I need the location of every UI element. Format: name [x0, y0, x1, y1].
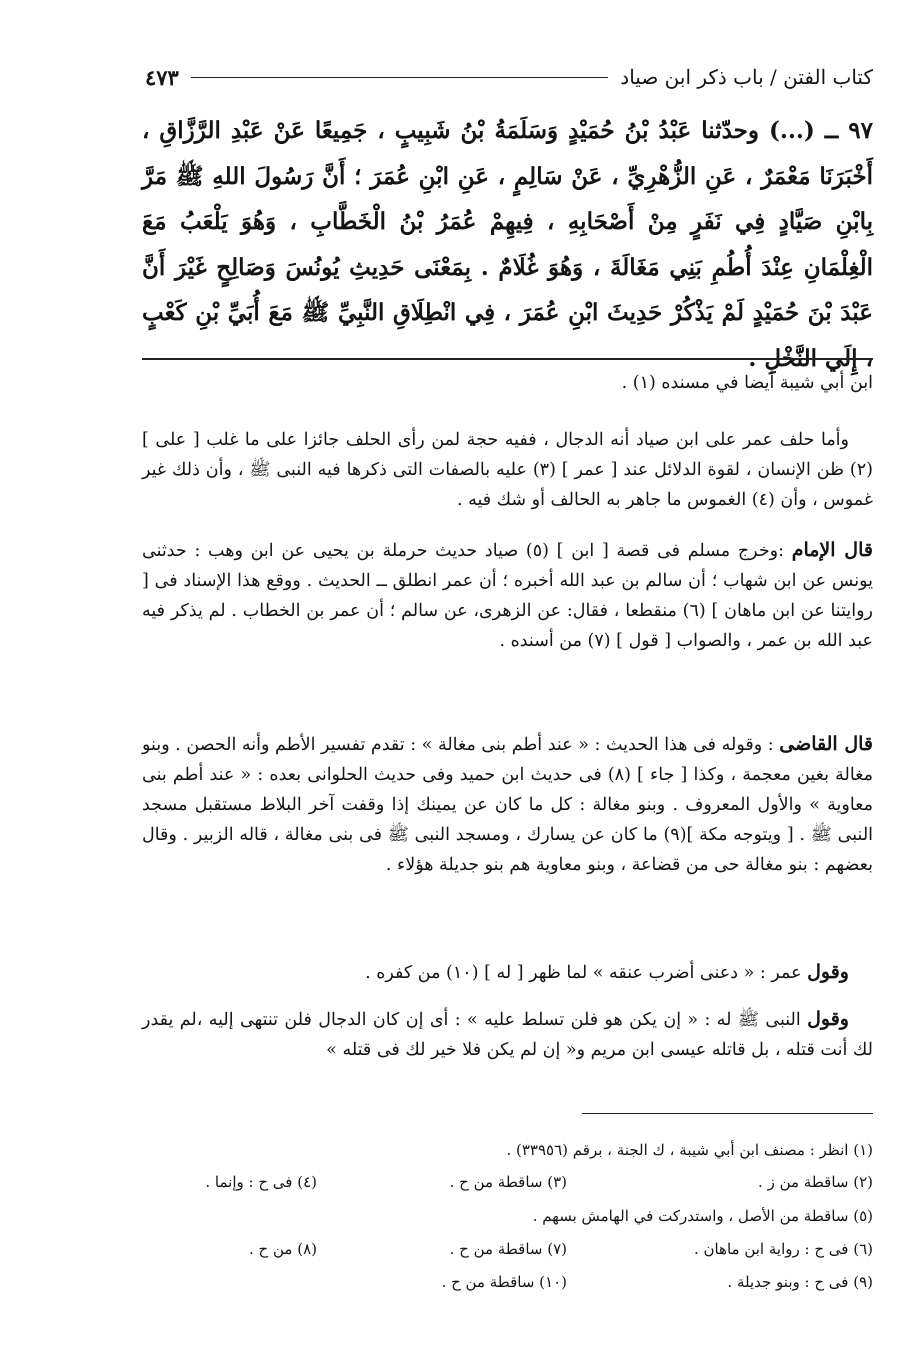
footnote-5: (٥) ساقطة من الأصل ، واستدركت في الهامش بسهم . — [532, 1207, 873, 1225]
footnote-9: (٩) فى ح : وبنو جديلة . — [727, 1273, 873, 1291]
umar-text: عمر : « دعنى أضرب عنقه » لما ظهر [ له ] (١٠) من كفره . — [365, 963, 802, 983]
footnote-row-6 — [142, 1237, 873, 1261]
footnote-row-9 — [142, 1270, 873, 1294]
umar-heading: وقول — [807, 961, 849, 983]
footnote-7: (٧) ساقطة من ح . — [449, 1240, 567, 1258]
commentary-paragraph-5 — [142, 957, 873, 988]
commentary-paragraph-1: ابن أبي شيبة أيضا في مسنده (١) . — [621, 373, 873, 393]
prophet-text: النبى ﷺ له : « إن يكن هو فلن تسلط عليه » : أى إن كان الدجال فلن تنتهى إليه ،لم يقدر لك أنت قتله ، بل قاتله عيسى ابن مريم و« إن لم يكن فلا خير لك فى قتله » — [142, 1010, 873, 1060]
commentary-paragraph-2: وأما حلف عمر على ابن صياد أنه الدجال ، ففيه حجة لمن رأى الحلف جائزا على ما غلب [ على ] (٢) ظن الإنسان ، لقوة الدلائل عند [ عمر ] (٣) عليه بالصفات التى ذكرها فيه النبى ﷺ ، وأن ذلك غير غموس ، وأن (٤) الغموس ما جاهر به الحالف أو شك فيه . — [142, 430, 873, 510]
imam-text: :وخرج مسلم فى قصة [ ابن ] (٥) صياد حديث حرملة بن يحيى عن ابن وهب : حدثنى يونس عن ابن شهاب ؛ أن سالم بن عبد الله أخبره ؛ أن عمر انطلق ــ الحديث . ووقع هذا الإسناد فى [ روايتنا عن ابن ماهان ] (٦) منقطعا ، فقال: عن الزهرى، عن سالم ؛ أن عمر بن الخطاب . لم يذكر فيه عبد الله بن عمر ، والصواب [ قول ] (٧) من أسنده . — [142, 541, 873, 651]
footnote-divider — [582, 1113, 873, 1114]
footnote-row-2 — [142, 1170, 873, 1194]
page-number: ٤٧٣ — [145, 64, 179, 90]
imam-heading: قال الإمام — [791, 539, 873, 561]
hadith-text: ٩٧ ــ (...) وحدّثنا عَبْدُ بْنُ حُمَيْدٍ وَسَلَمَةُ بْنُ شَبِيبٍ ، جَمِيعًا عَنْ عَبْدِ الرَّزَّاقِ ، أَخْبَرَنَا مَعْمَرٌ ، عَنِ الزُّهْرِيِّ ، عَنْ سَالِمٍ ، عَنِ ابْنِ عُمَرَ ؛ أَنَّ رَسُولَ اللهِ ﷺ مَرَّ بِابْنِ صَيَّادٍ فِي نَفَرٍ مِنْ أَصْحَابِهِ ، فِيهِمْ عُمَرُ بْنُ الْخَطَّابِ ، وَهُوَ يَلْعَبُ مَعَ الْغِلْمَانِ عِنْدَ أُطُمِ بَنِي مَغَالَةَ ، وَهُوَ غُلَامٌ . بِمَعْنَى حَدِيثِ يُونُسَ وَصَالِحٍ غَيْرَ أَنَّ عَبْدَ بْنَ حُمَيْدٍ لَمْ يَذْكُرْ حَدِيثَ ابْنِ عُمَرَ ، فِي انْطِلَاقِ النَّبِيِّ ﷺ مَعَ أُبَيِّ بْنِ كَعْبٍ ، إِلَي النَّخْلِ . — [142, 117, 873, 372]
footnote-3: (٣) ساقطة من ح . — [449, 1173, 567, 1191]
footnote-10: (١٠) ساقطة من ح . — [441, 1273, 567, 1291]
qadi-text: : وقوله فى هذا الحديث : « عند أطم بنى مغالة » : تقدم تفسير الأطم وأنه الحصن . وبنو مغالة بغين معجمة ، وكذا [ جاء ] (٨) فى حديث ابن حميد وفى حديث الحلوانى بعده : « عند أطم بنى معاوية » والأول المعروف . وبنو مغالة : كل ما كان عن يمينك إذا وقفت آخر البلاط مستقبل مسجد النبى ﷺ . [ ويتوجه مكة ](٩) ما كان عن يسارك ، ومسجد النبى ﷺ فى بنى مغالة ، قاله الزبير . وقال بعضهم : بنو مغالة حى من قضاعة ، وبنو معاوية هم بنو جديلة هؤلاء . — [142, 735, 874, 875]
commentary-paragraph-6 — [142, 1004, 873, 1065]
commentary-paragraph-4 — [142, 729, 873, 880]
footnote-2: (٢) ساقطة من ز . — [758, 1173, 873, 1191]
prophet-heading: وقول — [807, 1008, 849, 1030]
footnote-1: (١) انظر : مصنف ابن أبي شيبة ، ك الجنة ، برقم (٣٣٩٥٦) . — [506, 1141, 873, 1159]
commentary-paragraph-3 — [142, 535, 873, 656]
qadi-heading: قال القاضى — [779, 733, 873, 755]
footnote-4: (٤) فى ح : وإنما . — [205, 1173, 317, 1191]
footnote-6: (٦) فى ح : رواية ابن ماهان . — [693, 1240, 873, 1258]
hadith-divider — [142, 358, 873, 360]
header-rule — [191, 77, 608, 78]
running-header — [145, 62, 873, 92]
footnote-8: (٨) من ح . — [249, 1240, 317, 1258]
chapter-title: كتاب الفتن / باب ذكر ابن صياد — [620, 65, 873, 89]
